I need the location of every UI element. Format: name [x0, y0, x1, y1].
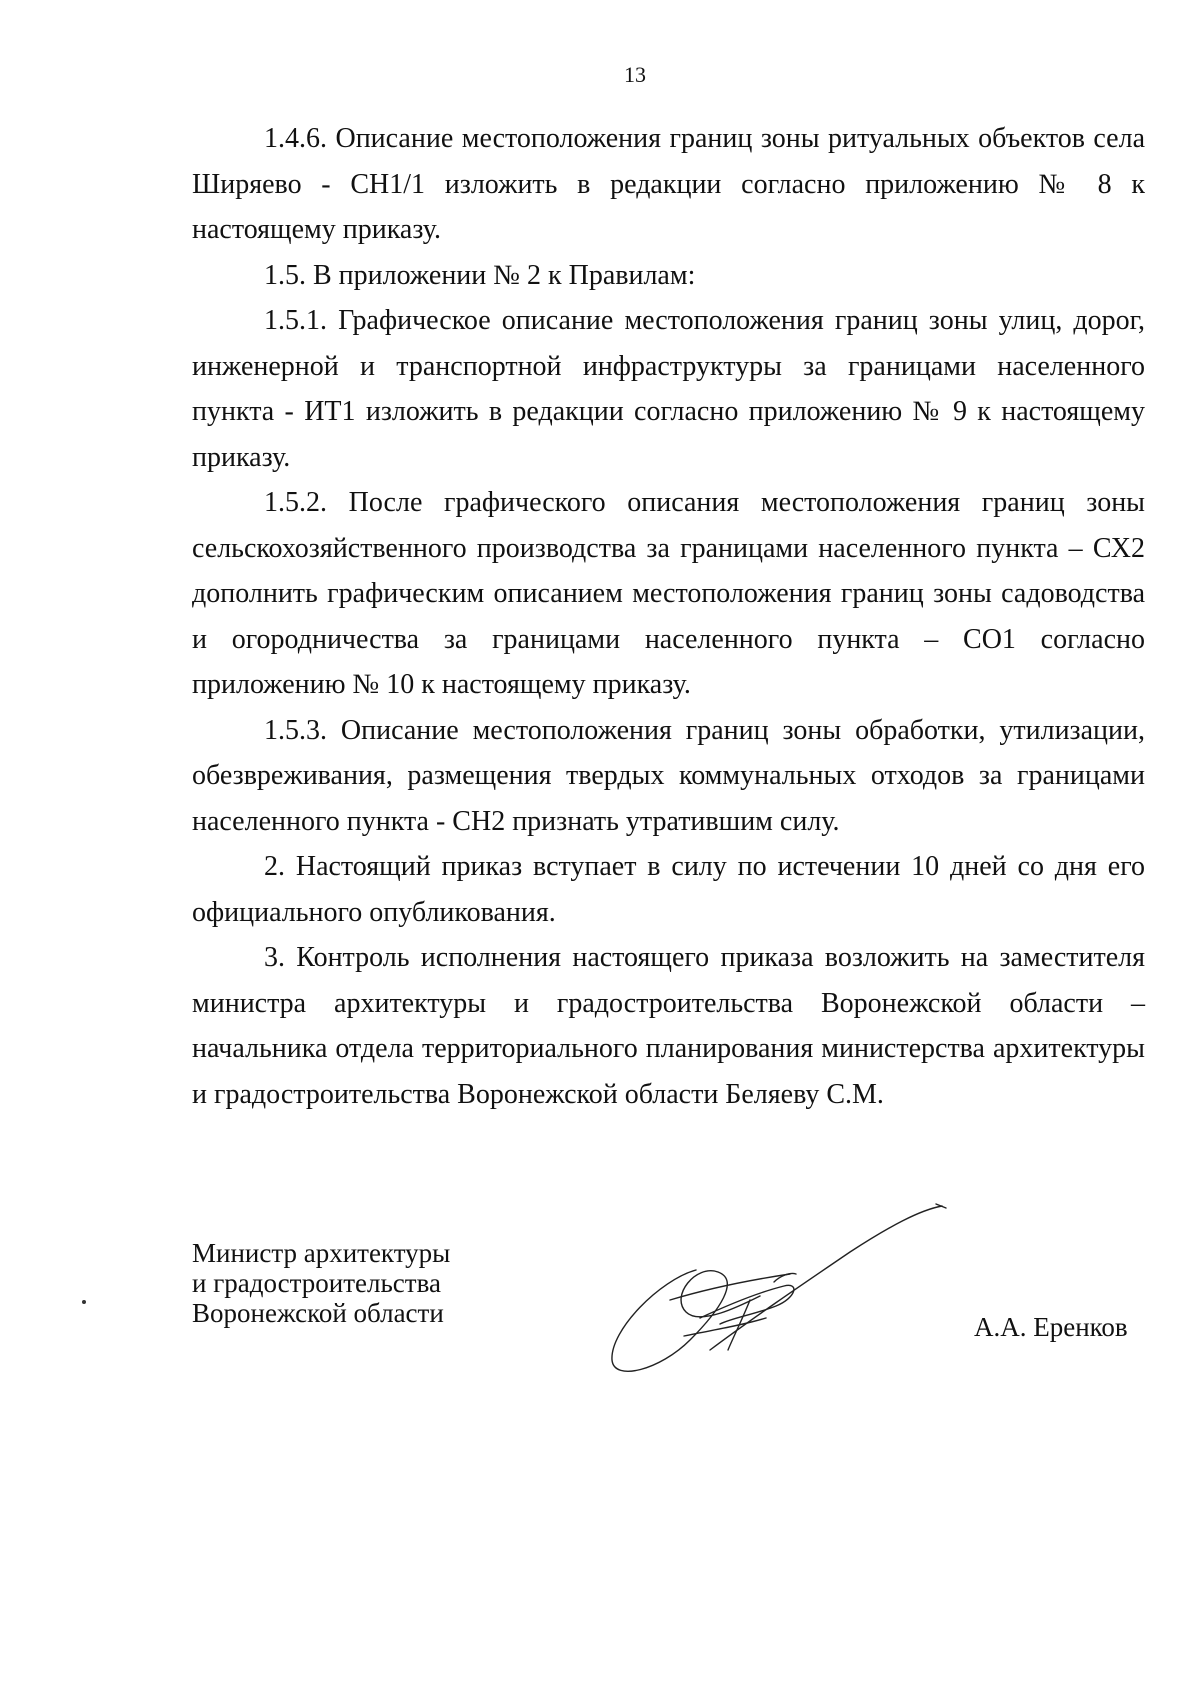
paragraph-2: 2. Настоящий приказ вступает в силу по истечении 10 дней со дня его официального опубликования.: [192, 851, 1145, 928]
scan-speck: [82, 1300, 86, 1304]
paragraph-1-4-6: 1.4.6. Описание местоположения границ зоны ритуальных объектов села Ширяево - СН1/1 изложить в редакции согласно приложению № 8 к настоящему приказу.: [192, 123, 1145, 245]
position-line-3: Воронежской области: [192, 1298, 444, 1328]
paragraph-1-5: 1.5. В приложении № 2 к Правилам:: [264, 259, 696, 291]
paragraph-1-5-2: 1.5.2. После графического описания местоположения границ зоны сельскохозяйственного производства за границами населенного пункта – СХ2 дополнить графическим описанием местоположения границ зоны садоводства и огородничества за границами населенного пункта – СО1 согласно приложению № 10 к настоящему приказу.: [192, 487, 1145, 700]
paragraph-3: 3. Контроль исполнения настоящего приказа возложить на заместителя министра архитектуры и градостроительства Воронежской области – начальника отдела территориального планирования министерства архитектуры и градостроительства Воронежской области Беляеву С.М.: [192, 942, 1145, 1110]
page-number: 13: [624, 62, 646, 87]
signatory-position: [192, 1238, 450, 1328]
position-line-2: и градостроительства: [192, 1268, 441, 1298]
signer-name: А.А. Еренков: [974, 1312, 1128, 1342]
paragraph-1-5-1: 1.5.1. Графическое описание местоположения границ зоны улиц, дорог, инженерной и транспортной инфраструктуры за границами населенного пункта - ИТ1 изложить в редакции согласно приложению № 9 к настоящему приказу.: [192, 305, 1145, 473]
paragraph-1-5-3: 1.5.3. Описание местоположения границ зоны обработки, утилизации, обезвреживания, размещения твердых коммунальных отходов за границами населенного пункта - СН2 признать утратившим силу.: [192, 714, 1145, 837]
position-line-1: Министр архитектуры: [192, 1238, 451, 1268]
order-body: [192, 116, 1145, 1117]
handwritten-signature: [600, 1200, 960, 1380]
